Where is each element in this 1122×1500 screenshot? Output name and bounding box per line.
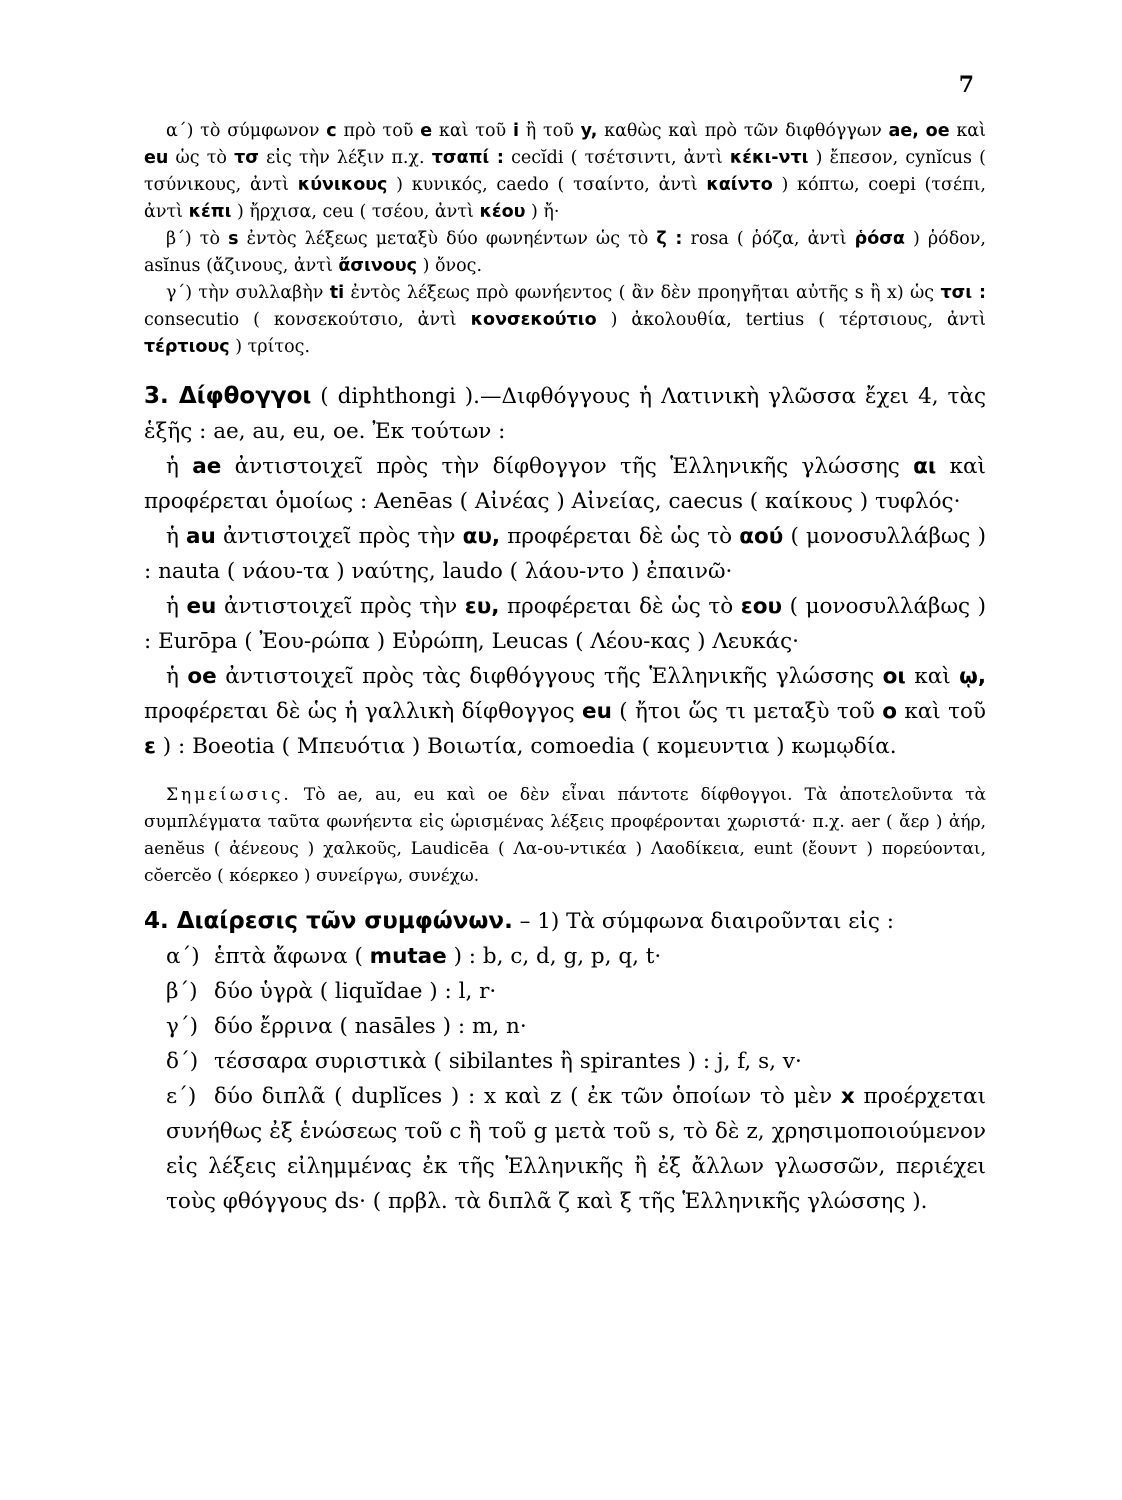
note-paragraph: Σημείωσις. Τὸ ae, au, eu καὶ oe δὲν εἶναι πάντοτε δίφθογγοι. Τὰ ἀποτελοῦντα τὰ συμπλέγματα ταῦτα φωνήεντα εἰς ὡρισμένας λέξεις προφέρονται χωριστά· π.χ. aer ( ἄερ ) ἀήρ, aenĕus ( ἀένεους ) χαλκοῦς, Laudicēa ( Λα-ου-ντικέα ) Λαοδίκεια, eunt (ἔουντ ) πορεύονται, cŏercĕo ( κόερκεο ) συνείργω, συνέχω. [144,785,986,886]
list-item: γ΄) δύο ἔρρινα ( nasāles ) : m, n· [166,1014,527,1039]
list-item: δ΄) τέσσαρα συριστικὰ ( sibilantes ἢ spirantes ) : j, f, s, v· [166,1049,802,1074]
intro-block [144,118,986,361]
diphthong-oe: ἡ oe ἀντιστοιχεῖ πρὸς τὰς διφθόγγους τῆς Ἑλληνικῆς γλώσσης οι καὶ ῳ, προφέρεται δὲ ὡς ἡ γαλλικὴ δίφθογγος eu ( ἤτοι ὥς τι μεταξὺ τοῦ ο καὶ τοῦ ε ) : Boeotia ( Μπευότια ) Βοιωτία, comoedia ( κομευντια ) κωμῳδία. [144,664,986,759]
section-4-lead: 4. Διαίρεσις τῶν συμφώνων. – 1) Τὰ σύμφωνα διαιροῦνται εἰς : [144,908,894,934]
section-3-heading: 3. Δίφθογγοι [144,383,312,409]
diphthong-au: ἡ au ἀντιστοιχεῖ πρὸς τὴν αυ, προφέρεται δὲ ὡς τὸ αού ( μονοσυλλάβως ) : nauta ( νάου-τα ) ναύτης, laudo ( λάου-ντο ) ἐπαινῶ· [144,524,986,584]
list-item: α΄) ἑπτὰ ἄφωνα ( mutae ) : b, c, d, g, p, q, t· [166,944,662,969]
rule-alpha: α΄) τὸ σύμφωνον c πρὸ τοῦ e καὶ τοῦ i ἢ τοῦ y, καθὼς καὶ πρὸ τῶν διφθόγγων ae, oe καὶ eu ὡς τὸ τσ εἰς τὴν λέξιν π.χ. τσαπί : cecĭdi ( τσέτσιντι, ἀντὶ κέκι-ντι ) ἔπεσον, cynĭcus ( τσύνικους, ἀντὶ κύνικους ) κυνικός, caedo ( τσαίντο, ἀντὶ καίντο ) κόπτω, coepi (τσέπι, ἀντὶ κέπι ) ἤρχισα, ceu ( τσέου, ἀντὶ κέου ) ἤ· [144,121,986,222]
list-item: β΄) δύο ὑγρὰ ( liquĭdae ) : l, r· [166,979,497,1004]
consonant-list [144,939,986,1219]
list-item: ε΄) δύο διπλᾶ ( duplĭces ) : x καὶ z ( ἐκ τῶν ὁποίων τὸ μὲν x προέρχεται συνήθως ἐξ ἑνώσεως τοῦ c ἢ τοῦ g μετὰ τοῦ s, τὸ δὲ z, χρησιμοποιούμενον εἰς λέξεις εἰλημμένας ἐκ τῆς Ἑλληνικῆς ἢ ἐξ ἄλλων γλωσσῶν, περιέχει τοὺς φθόγγους ds· ( πρβλ. τὰ διπλᾶ ζ καὶ ξ τῆς Ἑλληνικῆς γλώσσης ). [166,1084,986,1214]
note-label: Σημείωσις. [166,785,292,805]
section-diphthongs [144,379,986,764]
rule-gamma: γ΄) τὴν συλλαβὴν ti ἐντὸς λέξεως πρὸ φωνήεντος ( ἂν δὲν προηγῆται αὐτῆς s ἢ x) ὡς τσι : consecutio ( κονσεκούτσιο, ἀντὶ κονσεκούτιο ) ἀκολουθία, tertius ( τέρτσιους, ἀντὶ τέρτιους ) τρίτος. [144,283,986,357]
page-content [144,118,986,1219]
section-4-heading: 4. Διαίρεσις τῶν συμφώνων. [144,908,513,934]
diphthong-eu: ἡ eu ἀντιστοιχεῖ πρὸς τὴν ευ, προφέρεται δὲ ὡς τὸ εου ( μονοσυλλάβως ) : Eurōpa ( Ἐου-ρώπα ) Εὐρώπη, Leucas ( Λέου-κας ) Λευκάς· [144,594,986,654]
diphthong-ae: ἡ ae ἀντιστοιχεῖ πρὸς τὴν δίφθογγον τῆς Ἑλληνικῆς γλώσσης αι καὶ προφέρεται ὁμοίως : Aenēas ( Αἰνέας ) Αἰνείας, caecus ( καίκους ) τυφλός· [144,454,986,514]
rule-beta: β΄) τὸ s ἐντὸς λέξεως μεταξὺ δύο φωνηέντων ὡς τὸ ζ : rosa ( ῥόζα, ἀντὶ ῥόσα ) ῥόδον, asĭnus (ἄζινους, ἀντὶ ἄσινους ) ὄνος. [144,229,986,276]
section-consonants [144,904,986,1219]
section-3-lead: 3. Δίφθογγοι ( diphthongi ).—Διφθόγγους ἡ Λατινικὴ γλῶσσα ἔχει 4, τὰς ἑξῆς : ae, au, eu, oe. Ἐκ τούτων : [144,383,986,444]
note-block [144,782,986,890]
page-number: 7 [958,72,974,98]
